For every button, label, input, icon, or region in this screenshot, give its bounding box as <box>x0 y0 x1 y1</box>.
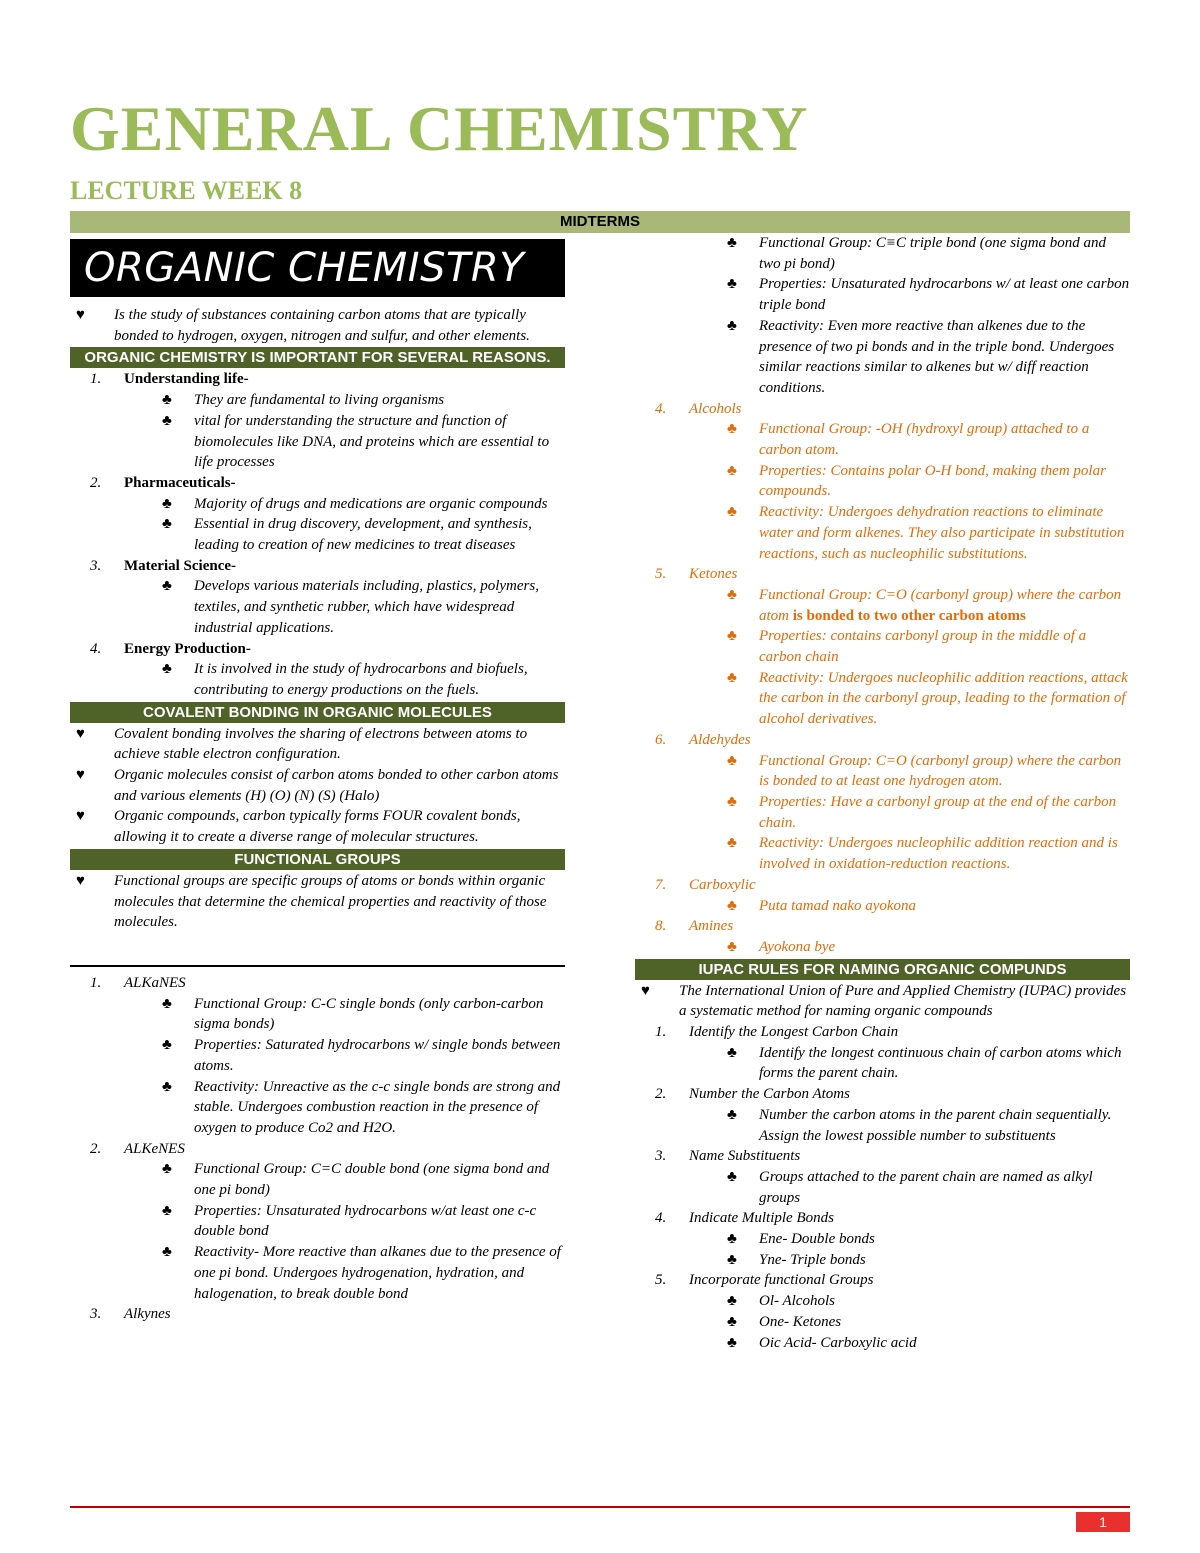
sub-point: ♣ Essential in drug discovery, development, and synthesis, leading to creation of new medicines to treat diseases <box>70 514 565 555</box>
reasons-heading: ORGANIC CHEMISTRY IS IMPORTANT FOR SEVERAL REASONS. <box>70 347 565 368</box>
sub-point: ♣ Functional Group: C=O (carbonyl group) where the carbon is bonded to at least one hydrogen atom. <box>635 751 1130 792</box>
covalent-list <box>70 724 565 848</box>
sub-point: ♣ Ene- Double bonds <box>635 1229 1130 1250</box>
list-number: 1. <box>90 371 102 388</box>
iupac-heading: IUPAC RULES FOR NAMING ORGANIC COMPUNDS <box>635 959 1130 980</box>
rule-item <box>635 1208 1130 1229</box>
sub-point: ♣ Properties: contains carbonyl group in the middle of a carbon chain <box>635 626 1130 667</box>
group-item <box>635 875 1130 896</box>
sub-point: ♣ Properties: Contains polar O-H bond, making them polar compounds. <box>635 461 1130 502</box>
reason-dash: - <box>245 640 251 657</box>
list-label: Material Science <box>124 557 232 574</box>
sub-point: ♣ Reactivity- More reactive than alkanes due to the presence of one pi bond. Undergoes hydrogenation, hydration, and halogenation, to break double bond <box>70 1242 565 1304</box>
list-number: 2. <box>90 1140 102 1157</box>
reasons-list <box>70 369 565 700</box>
reason-dash: - <box>230 474 236 491</box>
covalent-point: ♥ Organic molecules consist of carbon atoms bonded to other carbon atoms and various elements (H) (O) (N) (S) (Halo) <box>70 765 565 806</box>
list-number: 5. <box>655 566 667 583</box>
group-item <box>635 564 1130 585</box>
rule-item <box>635 1022 1130 1043</box>
sub-point: ♣ Properties: Have a carbonyl group at the end of the carbon chain. <box>635 792 1130 833</box>
organic-chemistry-heading: ORGANIC CHEMISTRY <box>70 239 565 297</box>
list-label: ALKeNES <box>124 1140 185 1157</box>
sub-point: ♣ They are fundamental to living organisms <box>70 390 565 411</box>
page-number: 1 <box>1076 1512 1130 1532</box>
list-label: Pharmaceuticals <box>124 474 231 491</box>
list-label: Amines <box>689 918 734 935</box>
sub-point: ♣ Functional Group: C=C double bond (one sigma bond and one pi bond) <box>70 1159 565 1200</box>
footer-line <box>70 1506 1130 1508</box>
lecture-subtitle: LECTURE WEEK 8 <box>70 176 303 205</box>
covalent-point: ♥ Covalent bonding involves the sharing of electrons between atoms to achieve stable electron configuration. <box>70 724 565 765</box>
reason-dash: - <box>243 371 249 388</box>
sub-point <box>635 585 1130 626</box>
iupac-intro: ♥ The International Union of Pure and Applied Chemistry (IUPAC) provides a systematic method for naming organic compounds <box>635 981 1130 1022</box>
sub-point: ♣ Functional Group: -OH (hydroxyl group) attached to a carbon atom. <box>635 419 1130 460</box>
iupac-rules <box>635 1022 1130 1353</box>
list-label: Energy Production <box>124 640 246 657</box>
sub-point: ♣ One- Ketones <box>635 1312 1130 1333</box>
right-column <box>635 233 1130 1353</box>
sub-point: ♣ Identify the longest continuous chain of carbon atoms which forms the parent chain. <box>635 1043 1130 1084</box>
list-number: 2. <box>655 1086 667 1103</box>
list-number: 4. <box>655 400 667 417</box>
rule-item <box>635 1146 1130 1167</box>
covalent-point: ♥ Organic compounds, carbon typically forms FOUR covalent bonds, allowing it to create a diverse range of molecular structures. <box>70 806 565 847</box>
list-number: 3. <box>655 1148 667 1165</box>
sub-point: ♣ Reactivity: Undergoes dehydration reactions to eliminate water and form alkenes. They also participate in substitution reactions, such as nucleophilic substitutions. <box>635 502 1130 564</box>
list-number: 3. <box>90 557 102 574</box>
list-label: Understanding life <box>124 371 244 388</box>
alkyne-point: ♣ Properties: Unsaturated hydrocarbons w/ at least one carbon triple bond <box>635 274 1130 315</box>
sub-point: ♣ Reactivity: Undergoes nucleophilic addition reaction and is involved in oxidation-reduction reactions. <box>635 833 1130 874</box>
list-number: 5. <box>655 1272 667 1289</box>
list-label: Carboxylic <box>689 876 756 893</box>
list-label: ALKaNES <box>124 974 186 991</box>
sub-point: ♣ Puta tamad nako ayokona <box>635 896 1130 917</box>
group-item <box>70 1139 565 1160</box>
list-number: 1. <box>655 1024 667 1041</box>
sub-point: ♣ Groups attached to the parent chain are named as alkyl groups <box>635 1167 1130 1208</box>
document-title: GENERAL CHEMISTRY <box>70 93 809 164</box>
reason-item <box>70 556 565 577</box>
sub-point: ♣ It is involved in the study of hydrocarbons and biofuels, contributing to energy productions on the fuels. <box>70 659 565 700</box>
sub-point: ♣ vital for understanding the structure and function of biomolecules like DNA, and proteins which are essential to life processes <box>70 411 565 473</box>
intro-bullet: ♥ Is the study of substances containing carbon atoms that are typically bonded to hydrogen, oxygen, nitrogen and sulfur, and other elements. <box>70 305 565 346</box>
covalent-heading: COVALENT BONDING IN ORGANIC MOLECULES <box>70 702 565 723</box>
sub-point: ♣ Reactivity: Unreactive as the c-c single bonds are strong and stable. Undergoes combustion reaction in the presence of oxygen to produce Co2 and H2O. <box>70 1077 565 1139</box>
list-label: Number the Carbon Atoms <box>689 1086 850 1103</box>
ketone-bold-text: is bonded to two other carbon atoms <box>792 607 1026 624</box>
functional-groups-heading: FUNCTIONAL GROUPS <box>70 849 565 870</box>
list-label: Name Substituents <box>689 1148 801 1165</box>
orange-groups <box>635 399 1130 958</box>
sub-point: ♣ Number the carbon atoms in the parent chain sequentially. Assign the lowest possible number to substituents <box>635 1105 1130 1146</box>
sub-point: ♣ Majority of drugs and medications are organic compounds <box>70 494 565 515</box>
ketone-text: Functional Group: C=O (carbonyl group) where the carbon atom <box>759 586 1122 624</box>
sub-point: ♣ Reactivity: Undergoes nucleophilic addition reactions, attack the carbon in the carbonyl group, leading to the formation of alcohol derivatives. <box>635 668 1130 730</box>
list-label: Ketones <box>689 566 738 583</box>
sub-point: ♣ Yne- Triple bonds <box>635 1250 1130 1271</box>
sub-point: ♣ Ol- Alcohols <box>635 1291 1130 1312</box>
sub-point: ♣ Functional Group: C-C single bonds (only carbon-carbon sigma bonds) <box>70 994 565 1035</box>
list-label: Identify the Longest Carbon Chain <box>689 1024 899 1041</box>
list-number: 8. <box>655 918 667 935</box>
group-item <box>635 730 1130 751</box>
alkyne-point: ♣ Functional Group: C≡C triple bond (one sigma bond and two pi bond) <box>635 233 1130 274</box>
alkyne-points <box>635 233 1130 399</box>
sub-point: ♣ Develops various materials including, plastics, polymers, textiles, and synthetic rubber, which have widespread industrial applications. <box>70 576 565 638</box>
list-label: Indicate Multiple Bonds <box>689 1210 834 1227</box>
reason-item <box>70 473 565 494</box>
left-column <box>70 233 565 1325</box>
list-number: 7. <box>655 876 667 893</box>
list-label: Aldehydes <box>689 731 751 748</box>
list-number: 4. <box>90 640 102 657</box>
orange-list <box>635 399 1130 958</box>
group-item <box>70 973 565 994</box>
reason-dash: - <box>231 557 237 574</box>
list-label: Incorporate functional Groups <box>689 1272 874 1289</box>
sub-point: ♣ Oic Acid- Carboxylic acid <box>635 1333 1130 1354</box>
sub-point: ♣ Properties: Unsaturated hydrocarbons w/at least one c-c double bond <box>70 1201 565 1242</box>
list-number: 4. <box>655 1210 667 1227</box>
list-label: Alkynes <box>124 1306 171 1323</box>
list-number: 3. <box>90 1306 102 1323</box>
midterms-band: MIDTERMS <box>70 211 1130 233</box>
sub-point: ♣ Ayokona bye <box>635 937 1130 958</box>
group-item <box>635 399 1130 420</box>
list-number: 2. <box>90 474 102 491</box>
sub-point: ♣ Properties: Saturated hydrocarbons w/ single bonds between atoms. <box>70 1035 565 1076</box>
group-item <box>635 916 1130 937</box>
alkyne-point: ♣ Reactivity: Even more reactive than alkenes due to the presence of two pi bonds and in the triple bond. Undergoes similar reactions similar to alkenes but w/ diff reaction conditions. <box>635 316 1130 399</box>
rule-item <box>635 1270 1130 1291</box>
groups-list <box>70 973 565 1325</box>
functional-intro: ♥ Functional groups are specific groups of atoms or bonds within organic molecules that determine the chemical properties and reactivity of those molecules. <box>70 871 565 933</box>
section-divider <box>70 965 565 967</box>
list-label: Alcohols <box>689 400 742 417</box>
reason-item <box>70 639 565 660</box>
list-number: 1. <box>90 974 102 991</box>
reason-item <box>70 369 565 390</box>
group-item <box>70 1304 565 1325</box>
list-number: 6. <box>655 731 667 748</box>
rule-item <box>635 1084 1130 1105</box>
